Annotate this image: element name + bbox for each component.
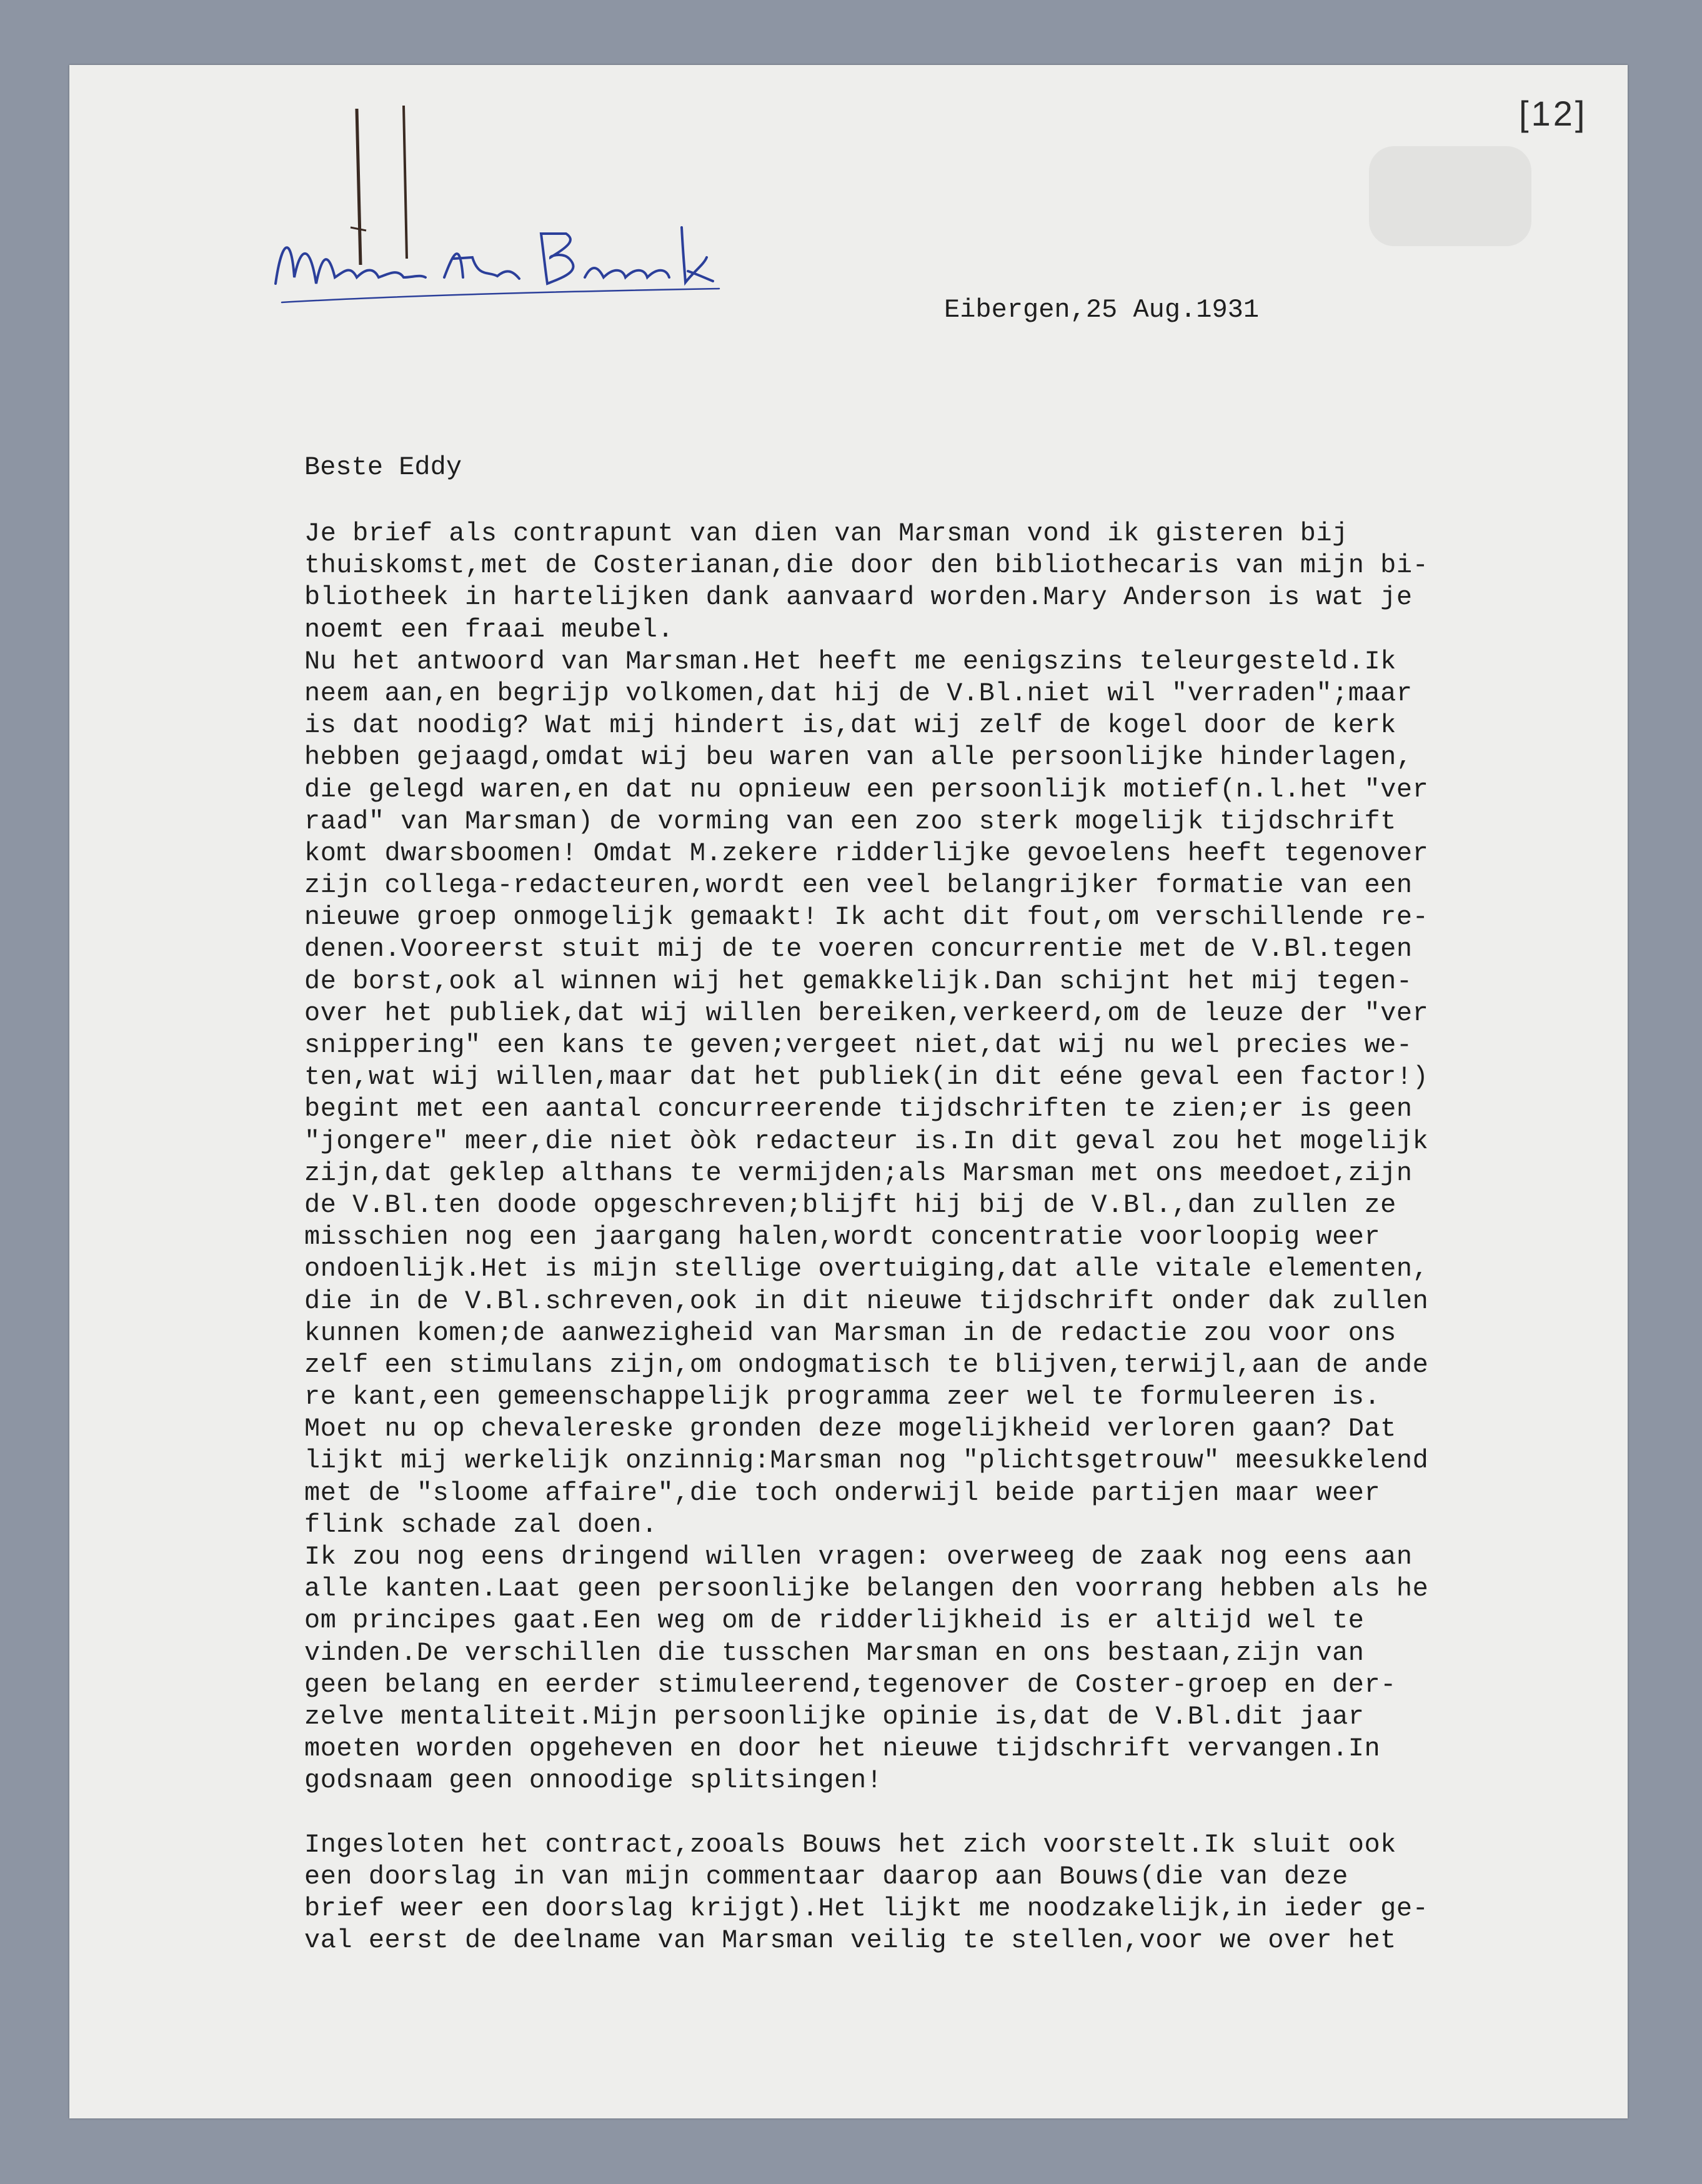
handwritten-name-signature xyxy=(257,184,744,334)
date-line: Eibergen,25 Aug.1931 xyxy=(944,295,1260,325)
text-line: moeten worden opgeheven en door het nieuwe tijdschrift vervangen.In xyxy=(304,1734,1381,1764)
letter-body xyxy=(304,518,1428,1957)
text-line: komt dwarsboomen! Omdat M.zekere ridderlijke gevoelens heeft tegenover xyxy=(304,838,1429,868)
text-line: de borst,ook al winnen wij het gemakkelijk.Dan schijnt het mij tegen- xyxy=(304,966,1413,996)
text-line: die in de V.Bl.schreven,ook in dit nieuwe tijdschrift onder dak zullen xyxy=(304,1286,1429,1316)
text-line: Nu het antwoord van Marsman.Het heeft me eenigszins teleurgesteld.Ik xyxy=(304,646,1396,677)
text-line: hebben gejaagd,omdat wij beu waren van alle persoonlijke hinderlagen, xyxy=(304,742,1413,773)
text-line: val eerst de deelname van Marsman veilig te stellen,voor we over het xyxy=(304,1925,1396,1956)
text-line: godsnaam geen onnoodige splitsingen! xyxy=(304,1765,883,1796)
salutation: Beste Eddy xyxy=(304,452,462,482)
text-line: geen belang en eerder stimuleerend,tegenover de Coster-groep en der- xyxy=(304,1669,1396,1700)
text-line: zelve mentaliteit.Mijn persoonlijke opinie is,dat de V.Bl.dit jaar xyxy=(304,1701,1365,1732)
text-line: noemt een fraai meubel. xyxy=(304,614,674,645)
text-line: neem aan,en begrijp volkomen,dat hij de V.Bl.niet wil "verraden";maar xyxy=(304,678,1413,708)
text-line: is dat noodig? Wat mij hindert is,dat wij zelf de kogel door de kerk xyxy=(304,710,1396,741)
text-line: de V.Bl.ten doode opgeschreven;blijft hij bij de V.Bl.,dan zullen ze xyxy=(304,1189,1396,1220)
text-line: Je brief als contrapunt van dien van Marsman vond ik gisteren bij xyxy=(304,519,1348,548)
faint-stamp-mark xyxy=(1369,146,1531,246)
text-line: die gelegd waren,en dat nu opnieuw een persoonlijk motief(n.l.het "ver xyxy=(304,774,1429,805)
text-line: een doorslag in van mijn commentaar daarop aan Bouws(die van deze xyxy=(304,1861,1348,1892)
text-line: Ingesloten het contract,zooals Bouws het zich voorstelt.Ik sluit ook xyxy=(304,1829,1396,1860)
letter-page xyxy=(69,65,1628,2118)
text-line: met de "sloome affaire",die toch onderwijl beide partijen maar weer xyxy=(304,1477,1381,1508)
text-line: begint met een aantal concurreerende tijdschriften te zien;er is geen xyxy=(304,1094,1413,1124)
text-line: Ik zou nog eens dringend willen vragen: overweeg de zaak nog eens aan xyxy=(304,1542,1413,1572)
text-line: ten,wat wij willen,maar dat het publiek(in dit eéne geval een factor!) xyxy=(304,1062,1429,1093)
text-line: "jongere" meer,die niet òòk redacteur is.In dit geval zou het mogelijk xyxy=(304,1126,1429,1156)
text-line xyxy=(304,1797,1428,1829)
text-line: bliotheek in hartelijken dank aanvaard worden.Mary Anderson is wat je xyxy=(304,582,1413,613)
text-line: over het publiek,dat wij willen bereiken,verkeerd,om de leuze der "ver xyxy=(304,998,1429,1028)
text-line: ondoenlijk.Het is mijn stellige overtuiging,dat alle vitale elementen, xyxy=(304,1254,1429,1284)
text-line: Moet nu op chevalereske gronden deze mogelijkheid verloren gaan? Dat xyxy=(304,1414,1396,1444)
archive-number: [12] xyxy=(1519,94,1588,133)
text-line: re kant,een gemeenschappelijk programma zeer wel te formuleeren is. xyxy=(304,1382,1381,1412)
text-line: raad" van Marsman) de vorming van een zoo sterk mogelijk tijdschrift xyxy=(304,806,1396,836)
text-line: brief weer een doorslag krijgt).Het lijkt me noodzakelijk,in ieder ge- xyxy=(304,1894,1429,1924)
text-line: denen.Vooreerst stuit mij de te voeren concurrentie met de V.Bl.tegen xyxy=(304,934,1413,965)
text-line: alle kanten.Laat geen persoonlijke belangen den voorrang hebben als he xyxy=(304,1574,1429,1604)
text-line: thuiskomst,met de Costerianan,die door den bibliothecaris van mijn bi- xyxy=(304,550,1429,581)
text-line: zelf een stimulans zijn,om ondogmatisch te blijven,terwijl,aan de ande xyxy=(304,1349,1429,1380)
text-line: om principes gaat.Een weg om de ridderlijkheid is er altijd wel te xyxy=(304,1606,1365,1636)
text-line: lijkt mij werkelijk onzinnig:Marsman nog "plichtsgetrouw" meesukkelend xyxy=(304,1446,1429,1476)
text-line: flink schade zal doen. xyxy=(304,1509,658,1540)
text-line: kunnen komen;de aanwezigheid van Marsman in de redactie zou voor ons xyxy=(304,1318,1396,1348)
text-line: zijn,dat geklep althans te vermijden;als Marsman met ons meedoet,zijn xyxy=(304,1158,1413,1188)
text-line: vinden.De verschillen die tusschen Marsman en ons bestaan,zijn van xyxy=(304,1637,1365,1668)
text-line: misschien nog een jaargang halen,wordt concentratie voorloopig weer xyxy=(304,1222,1381,1253)
text-line: zijn collega-redacteuren,wordt een veel belangrijker formatie van een xyxy=(304,870,1413,901)
text-line: snippering" een kans te geven;vergeet niet,dat wij nu wel precies we- xyxy=(304,1030,1413,1060)
text-line: nieuwe groep onmogelijk gemaakt! Ik acht dit fout,om verschillende re- xyxy=(304,902,1429,933)
